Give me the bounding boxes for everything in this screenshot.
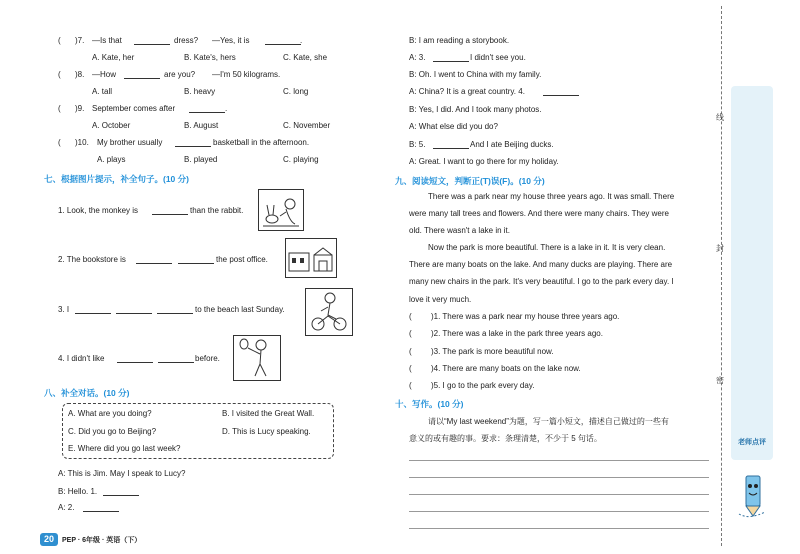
option-c[interactable]: C. long xyxy=(283,87,309,96)
pencil-mascot-icon xyxy=(735,470,771,520)
dialog-line: A: This is Jim. May I speak to Lucy? xyxy=(58,469,186,478)
blank[interactable] xyxy=(433,139,469,149)
blank[interactable] xyxy=(178,254,214,264)
sentence-text: before. xyxy=(195,354,220,363)
sentence-text: than the rabbit. xyxy=(190,206,244,215)
answer-paren[interactable]: ( xyxy=(409,381,412,390)
question-number: )7. xyxy=(75,36,85,45)
question-text: dress? xyxy=(174,36,199,45)
blank[interactable] xyxy=(152,205,188,215)
sentence-text: 3. I xyxy=(58,305,70,314)
dialog-line: A: 2. xyxy=(58,503,75,512)
page-number: 20 xyxy=(40,533,58,546)
teacher-comment-label: 老师点评 xyxy=(738,439,766,446)
section-9-title: 九、阅读短文，判断正(T)误(F)。(10 分) xyxy=(395,176,545,186)
section-10-title: 十、写作。(10 分) xyxy=(395,399,464,409)
blank[interactable] xyxy=(83,502,119,512)
blank[interactable] xyxy=(433,52,469,62)
tf-statement: )2. There was a lake in the park three years ago. xyxy=(431,329,603,338)
question-text: My brother usually xyxy=(97,138,163,147)
bookstore-post-office-image xyxy=(285,238,337,278)
option-c: C. Did you go to Beijing? xyxy=(68,427,157,436)
dialog-line: B: Yes, I did. And I took many photos. xyxy=(409,105,542,114)
tennis-player-image xyxy=(233,335,281,381)
binding-char: 线 xyxy=(716,113,724,122)
option-b[interactable]: B. played xyxy=(184,155,218,164)
dialog-line: B: I am reading a storybook. xyxy=(409,36,510,45)
answer-paren[interactable]: ( xyxy=(409,329,412,338)
teacher-comment-panel[interactable] xyxy=(731,86,773,460)
answer-paren[interactable]: ( xyxy=(58,36,61,45)
question-number: )9. xyxy=(75,104,85,113)
writing-line[interactable] xyxy=(409,477,709,478)
question-text: are you? xyxy=(164,70,196,79)
tf-statement: )1. There was a park near my house three years ago. xyxy=(431,312,620,321)
option-a[interactable]: A. Kate, her xyxy=(92,53,135,62)
sentence-text: 1. Look, the monkey is xyxy=(58,206,139,215)
question-number: )10. xyxy=(75,138,89,147)
passage-line: many new chairs in the park. It's very beautiful. I go to the park every day. I xyxy=(409,277,674,286)
question-text: —Is that xyxy=(92,36,122,45)
passage-line: love it very much. xyxy=(409,295,472,304)
blank[interactable] xyxy=(157,304,193,314)
sentence-text: to the beach last Sunday. xyxy=(195,305,285,314)
question-text: . xyxy=(225,104,228,113)
blank[interactable] xyxy=(75,304,111,314)
blank[interactable] xyxy=(265,35,301,45)
option-c[interactable]: C. November xyxy=(283,121,331,130)
passage-line: were many tall trees and flowers. And there were many chairs. They were xyxy=(409,209,669,218)
binding-char: 密 xyxy=(716,376,724,385)
answer-paren[interactable]: ( xyxy=(409,312,412,321)
dialog-line: B: Oh. I went to China with my family. xyxy=(409,70,542,79)
tf-statement: )4. There are many boats on the lake now. xyxy=(431,364,581,373)
writing-line[interactable] xyxy=(409,528,709,529)
section-8-title: 八、补全对话。(10 分) xyxy=(44,388,130,398)
answer-paren[interactable]: ( xyxy=(409,347,412,356)
binding-line xyxy=(721,6,722,546)
blank[interactable] xyxy=(175,137,211,147)
option-a[interactable]: A. October xyxy=(92,121,131,130)
option-b: B. I visited the Great Wall. xyxy=(222,409,315,418)
sentence-text: 4. I didn't like xyxy=(58,354,105,363)
tf-statement: )5. I go to the park every day. xyxy=(431,381,535,390)
blank[interactable] xyxy=(103,486,139,496)
dialog-line: A: Great. I want to go there for my holiday. xyxy=(409,157,559,166)
dialog-line: I didn't see you. xyxy=(470,53,526,62)
question-text: —I'm 50 kilograms. xyxy=(212,70,281,79)
passage-line: There was a park near my house three years ago. It was small. There xyxy=(428,192,675,201)
blank[interactable] xyxy=(124,69,160,79)
blank[interactable] xyxy=(117,353,153,363)
option-d: D. This is Lucy speaking. xyxy=(222,427,311,436)
blank[interactable] xyxy=(136,254,172,264)
question-text: . xyxy=(300,36,303,45)
option-b[interactable]: B. August xyxy=(184,121,219,130)
answer-paren[interactable]: ( xyxy=(58,138,61,147)
dialog-line: B: Hello. 1. xyxy=(58,487,98,496)
option-c[interactable]: C. Kate, she xyxy=(283,53,328,62)
question-text: —Yes, it is xyxy=(212,36,250,45)
writing-prompt: 意义的或有趣的事。要求：条理清楚，不少于 5 句话。 xyxy=(409,434,602,443)
writing-line[interactable] xyxy=(409,511,709,512)
footer-text: PEP · 6年级 · 英语（下） xyxy=(62,537,142,544)
option-a: A. What are you doing? xyxy=(68,409,152,418)
question-text: September comes after xyxy=(92,104,176,113)
question-text: basketball in the afternoon. xyxy=(213,138,310,147)
blank[interactable] xyxy=(543,86,579,96)
dialog-line: And I ate Beijing ducks. xyxy=(470,140,554,149)
option-b[interactable]: B. heavy xyxy=(184,87,216,96)
dialog-line: A: 3. xyxy=(409,53,426,62)
blank[interactable] xyxy=(116,304,152,314)
sentence-text: 2. The bookstore is xyxy=(58,255,126,264)
dialog-line: A: What else did you do? xyxy=(409,122,498,131)
option-a[interactable]: A. tall xyxy=(92,87,113,96)
writing-line[interactable] xyxy=(409,494,709,495)
writing-line[interactable] xyxy=(409,460,709,461)
answer-paren[interactable]: ( xyxy=(58,104,61,113)
blank[interactable] xyxy=(189,103,228,113)
passage-line: There are many boats on the lake. And many ducks are playing. There are xyxy=(409,260,673,269)
answer-paren[interactable]: ( xyxy=(409,364,412,373)
option-c[interactable]: C. playing xyxy=(283,155,319,164)
answer-paren[interactable]: ( xyxy=(58,70,61,79)
passage-line: old. There wasn't a lake in it. xyxy=(409,226,510,235)
writing-prompt: 请以“My last weekend”为题，写一篇小短文，描述自己做过的一些有 xyxy=(428,417,669,426)
blank[interactable] xyxy=(134,35,170,45)
option-b[interactable]: B. Kate's, hers xyxy=(184,53,236,62)
question-text: —How xyxy=(92,70,117,79)
option-e: E. Where did you go last week? xyxy=(68,444,181,453)
section-7-title: 七、根据图片提示，补全句子。(10 分) xyxy=(44,174,189,184)
bike-riding-image xyxy=(305,288,353,336)
dialog-line: A: China? It is a great country. 4. xyxy=(409,87,525,96)
dialog-line: B: 5. xyxy=(409,140,426,149)
binding-char: 封 xyxy=(716,244,724,253)
tf-statement: )3. The park is more beautiful now. xyxy=(431,347,554,356)
blank[interactable] xyxy=(158,353,194,363)
monkey-rabbit-image xyxy=(258,189,304,231)
option-a[interactable]: A. plays xyxy=(97,155,126,164)
passage-line: Now the park is more beautiful. There is a lake in it. It is very clean. xyxy=(428,243,666,252)
sentence-text: the post office. xyxy=(216,255,268,264)
question-number: )8. xyxy=(75,70,85,79)
